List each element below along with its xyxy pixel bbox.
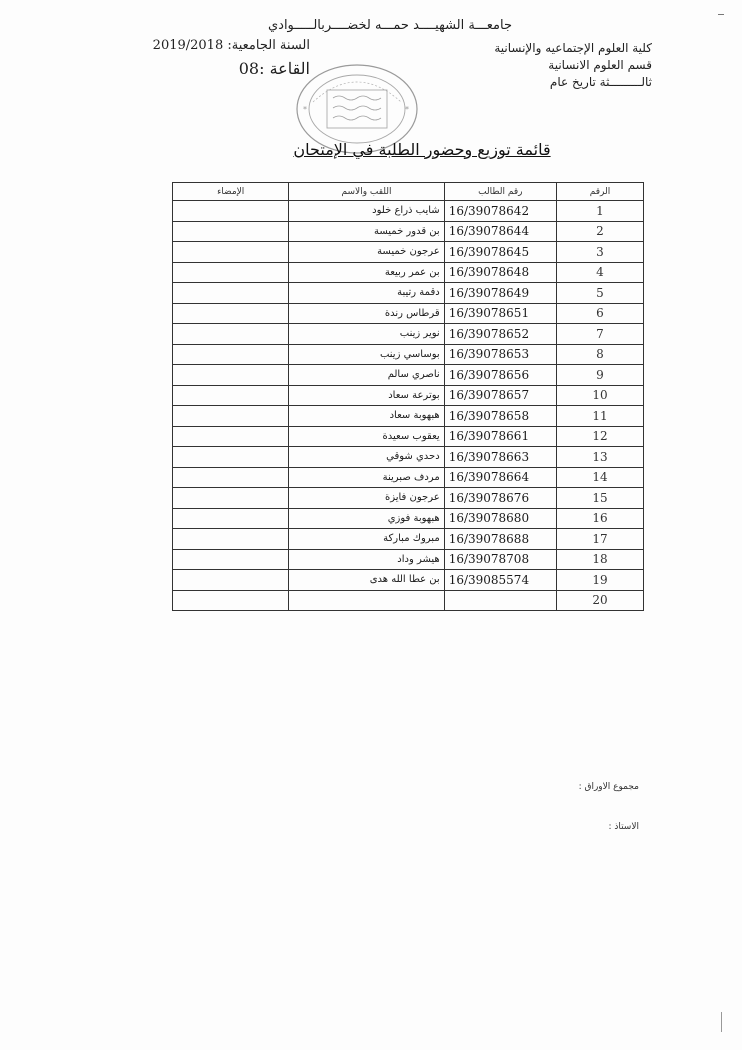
table-header-row: [173, 183, 644, 201]
student-name: مردف صبرينة: [289, 467, 444, 488]
student-id: 16/39078656: [444, 365, 556, 386]
table-row: [173, 590, 644, 611]
faculty-name: كلية العلوم الإجتماعيه والإنسانية: [494, 41, 652, 55]
table-row: [173, 406, 644, 427]
header-number: الرقم: [556, 183, 643, 201]
student-name: هيشر وداد: [289, 549, 444, 570]
student-id: 16/39078642: [444, 201, 556, 222]
table-row: [173, 529, 644, 550]
row-number: 10: [556, 385, 643, 406]
student-name: بن قدور خميسة: [289, 221, 444, 242]
table-row: [173, 508, 644, 529]
row-number: 2: [556, 221, 643, 242]
student-id: 16/39078645: [444, 242, 556, 263]
row-number: 19: [556, 570, 643, 591]
student-name: بوساسي زينب: [289, 344, 444, 365]
signature-cell: [173, 467, 289, 488]
table-row: [173, 324, 644, 345]
table-row: [173, 344, 644, 365]
room-number: القاعة :08: [238, 59, 310, 78]
table-row: [173, 262, 644, 283]
header-signature: الإمضاء: [173, 183, 289, 201]
row-number: 6: [556, 303, 643, 324]
academic-year: السنة الجامعية: 2019/2018: [152, 38, 310, 53]
student-id: 16/39078658: [444, 406, 556, 427]
row-number: 1: [556, 201, 643, 222]
table-row: [173, 303, 644, 324]
student-id: 16/39078688: [444, 529, 556, 550]
signature-cell: [173, 426, 289, 447]
row-number: 12: [556, 426, 643, 447]
signature-cell: [173, 303, 289, 324]
signature-cell: [173, 529, 289, 550]
row-number: 3: [556, 242, 643, 263]
row-number: 14: [556, 467, 643, 488]
level-label: ثالـــــــــثة تاريخ عام: [549, 75, 652, 89]
table-row: [173, 549, 644, 570]
signature-cell: [173, 262, 289, 283]
student-name: هبهوبة سعاد: [289, 406, 444, 427]
student-name: عرجون فايزة: [289, 488, 444, 509]
professor-label: الاستاذ :: [608, 822, 639, 832]
table-row: [173, 426, 644, 447]
signature-cell: [173, 406, 289, 427]
table-row: [173, 221, 644, 242]
student-name: ناصري سالم: [289, 365, 444, 386]
signature-cell: [173, 549, 289, 570]
student-name: بوترعة سعاد: [289, 385, 444, 406]
student-id: 16/39085574: [444, 570, 556, 591]
student-id: 16/39078663: [444, 447, 556, 468]
row-number: 8: [556, 344, 643, 365]
student-name: يعقوب سعيدة: [289, 426, 444, 447]
student-id: 16/39078649: [444, 283, 556, 304]
table-row: [173, 201, 644, 222]
signature-cell: [173, 201, 289, 222]
table-row: [173, 570, 644, 591]
university-name: جامعـــة الشهيــــد حمـــه لخضــــربالـــــوادي: [267, 18, 513, 33]
total-papers-label: مجموع الاوراق :: [578, 782, 639, 792]
signature-cell: [173, 344, 289, 365]
student-id: 16/39078708: [444, 549, 556, 570]
signature-cell: [173, 221, 289, 242]
row-number: 17: [556, 529, 643, 550]
table-row: [173, 447, 644, 468]
table-row: [173, 242, 644, 263]
student-name: بن عمر ربيعة: [289, 262, 444, 283]
signature-cell: [173, 365, 289, 386]
student-id: 16/39078664: [444, 467, 556, 488]
signature-cell: [173, 447, 289, 468]
scan-mark: [718, 14, 724, 15]
student-id: 16/39078651: [444, 303, 556, 324]
student-name: [289, 590, 444, 611]
svg-text:*: *: [405, 105, 409, 114]
signature-cell: [173, 242, 289, 263]
department-name: قسم العلوم الانسانية: [548, 58, 652, 72]
row-number: 7: [556, 324, 643, 345]
table-row: [173, 488, 644, 509]
student-name: هبهوبة فوزي: [289, 508, 444, 529]
scan-edge: [721, 1012, 722, 1032]
session-info: [140, 38, 310, 78]
student-id: 16/39078652: [444, 324, 556, 345]
table-row: [173, 365, 644, 386]
student-id: 16/39078676: [444, 488, 556, 509]
student-id: 16/39078661: [444, 426, 556, 447]
table-row: [173, 385, 644, 406]
signature-cell: [173, 324, 289, 345]
header-name: اللقب والاسم: [289, 183, 444, 201]
row-number: 15: [556, 488, 643, 509]
row-number: 16: [556, 508, 643, 529]
table-row: [173, 283, 644, 304]
row-number: 20: [556, 590, 643, 611]
signature-cell: [173, 570, 289, 591]
student-id: 16/39078657: [444, 385, 556, 406]
student-id: [444, 590, 556, 611]
student-name: بن عطا الله هدى: [289, 570, 444, 591]
student-id: 16/39078644: [444, 221, 556, 242]
row-number: 4: [556, 262, 643, 283]
row-number: 18: [556, 549, 643, 570]
student-name: قرطاس رندة: [289, 303, 444, 324]
row-number: 13: [556, 447, 643, 468]
table-body: [173, 201, 644, 611]
student-id: 16/39078648: [444, 262, 556, 283]
student-id: 16/39078680: [444, 508, 556, 529]
signature-cell: [173, 590, 289, 611]
header-student-id: رقم الطالب: [444, 183, 556, 201]
document-title: قائمة توزيع وحضور الطلبة في الإمتحان: [293, 140, 551, 159]
student-name: دحدي شوقي: [289, 447, 444, 468]
row-number: 9: [556, 365, 643, 386]
attendance-table: [172, 182, 644, 611]
student-name: نوير زينب: [289, 324, 444, 345]
signature-cell: [173, 283, 289, 304]
student-name: مبروك مباركة: [289, 529, 444, 550]
student-name: دقمة رتيبة: [289, 283, 444, 304]
row-number: 11: [556, 406, 643, 427]
header-info: [494, 40, 652, 91]
student-name: عرجون خميسة: [289, 242, 444, 263]
student-id: 16/39078653: [444, 344, 556, 365]
row-number: 5: [556, 283, 643, 304]
student-name: شايب ذراع خلود: [289, 201, 444, 222]
svg-text:*: *: [303, 105, 307, 114]
signature-cell: [173, 508, 289, 529]
signature-cell: [173, 488, 289, 509]
signature-cell: [173, 385, 289, 406]
table-row: [173, 467, 644, 488]
